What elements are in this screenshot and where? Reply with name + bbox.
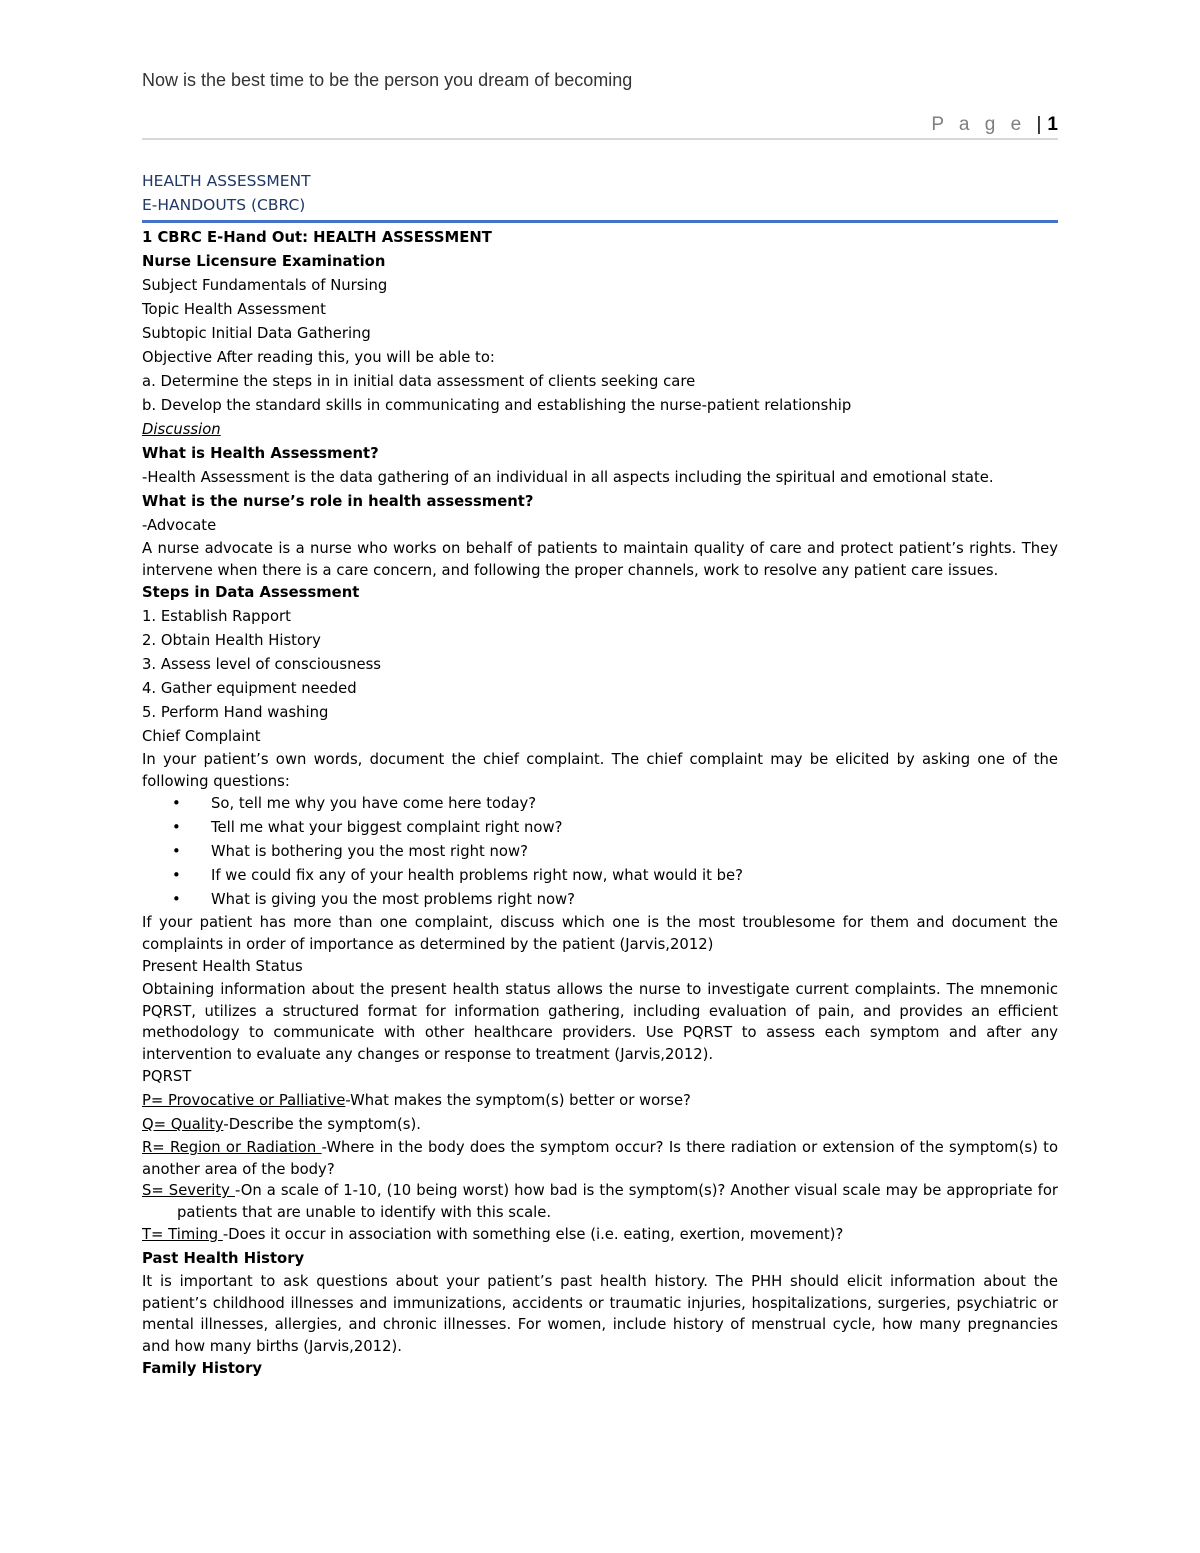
header-quote: Now is the best time to be the person you dream of becoming	[142, 70, 633, 90]
pqrst-p	[142, 1089, 1058, 1113]
title-divider	[142, 220, 1058, 223]
pqrst-heading: PQRST	[142, 1068, 192, 1085]
document-title	[142, 169, 311, 217]
objective-b: b. Develop the standard skills in communicating and establishing the nurse-patient relationship	[142, 397, 852, 414]
handout-title: 1 CBRC E-Hand Out: HEALTH ASSESSMENT	[142, 229, 492, 246]
list-item-text: What is bothering you the most right now?	[211, 843, 528, 860]
step-item: 1. Establish Rapport	[142, 608, 291, 625]
list-item-text: If we could fix any of your health problems right now, what would it be?	[211, 867, 743, 884]
objective-a: a. Determine the steps in in initial data assessment of clients seeking care	[142, 373, 696, 390]
advocate-description: A nurse advocate is a nurse who works on behalf of patients to maintain quality of care and protect patient’s rights. They intervene when there is a care concern, and following the proper channels, work to resolve any patient care issues.	[142, 540, 1058, 579]
pqrst-t-key: T= Timing	[142, 1226, 223, 1243]
pqrst-q-key: Q= Quality	[142, 1116, 224, 1133]
multiple-complaint-note: If your patient has more than one complaint, discuss which one is the most troublesome for them and document the complaints in order of importance as determined by the patient (Jarvis,2012)	[142, 914, 1058, 953]
chief-complaint-heading: Chief Complaint	[142, 728, 261, 745]
pqrst-t	[142, 1223, 1058, 1247]
pqrst-r	[142, 1137, 1058, 1180]
discussion-heading	[142, 418, 1058, 442]
present-health-description: Obtaining information about the present health status allows the nurse to investigate current complaints. The mnemonic PQRST, utilizes a structured format for information gathering, including evaluation of pain, and provides an efficient methodology to communicate with other healthcare providers. Use PQRST to assess each symptom and after any intervention to evaluate any changes or response to treatment (Jarvis,2012).	[142, 981, 1058, 1063]
objective-line: Objective After reading this, you will be able to:	[142, 349, 495, 366]
question-nurse-role: What is the nurse’s role in health assessment?	[142, 493, 534, 510]
list-item-text: So, tell me why you have come here today?	[211, 795, 537, 812]
discussion-label: Discussion	[142, 421, 221, 438]
family-history-heading: Family History	[142, 1360, 263, 1377]
bullet-icon: •	[172, 819, 181, 836]
page-word: P a g e	[931, 114, 1027, 135]
past-health-description: It is important to ask questions about your patient’s past health history. The PHH should elicit information about the patient’s childhood illnesses and immunizations, accidents or traumatic injuries, hospitalizations, surgeries, psychiatric or mental illnesses, allergies, and chronic illnesses. For women, include history of menstrual cycle, how many pregnancies and how many births (Jarvis,2012).	[142, 1273, 1058, 1355]
list-item-text: What is giving you the most problems right now?	[211, 891, 576, 908]
page-number: 1	[1047, 114, 1058, 135]
question-health-assessment: What is Health Assessment?	[142, 445, 379, 462]
document-title-line-2: E-HANDOUTS (CBRC)	[142, 196, 306, 214]
subtopic-line: Subtopic Initial Data Gathering	[142, 325, 371, 342]
pqrst-r-key: R= Region or Radiation	[142, 1139, 322, 1156]
subject-line: Subject Fundamentals of Nursing	[142, 277, 388, 294]
page-separator: |	[1036, 114, 1042, 135]
pqrst-r-text: -Where in the body does the symptom occur? Is there radiation or extension of the symptom(s) to another area of the body?	[142, 1139, 1058, 1178]
bullet-icon: •	[172, 843, 181, 860]
pqrst-p-key: P= Provocative or Palliative	[142, 1092, 346, 1109]
past-health-heading: Past Health History	[142, 1250, 305, 1267]
answer-health-assessment: -Health Assessment is the data gathering of an individual in all aspects including the spiritual and emotional state.	[142, 469, 994, 486]
document-body	[142, 226, 1058, 1381]
step-item: 2. Obtain Health History	[142, 632, 321, 649]
advocate-label: -Advocate	[142, 517, 217, 534]
pqrst-s-key: S= Severity	[142, 1182, 235, 1199]
pqrst-q	[142, 1113, 1058, 1137]
list-item	[172, 864, 1058, 888]
step-item: 4. Gather equipment needed	[142, 680, 357, 697]
pqrst-s-text: -On a scale of 1-10, (10 being worst) how bad is the symptom(s)? Another visual scale may be appropriate for patients that are unable to identify with this scale.	[177, 1182, 1058, 1221]
complaint-questions-list	[142, 792, 1058, 912]
topic-line: Topic Health Assessment	[142, 301, 326, 318]
step-item: 5. Perform Hand washing	[142, 704, 329, 721]
bullet-icon: •	[172, 891, 181, 908]
header-divider	[142, 138, 1058, 140]
present-health-heading: Present Health Status	[142, 958, 303, 975]
list-item	[172, 792, 1058, 816]
steps-heading: Steps in Data Assessment	[142, 584, 360, 601]
chief-complaint-description: In your patient’s own words, document the chief complaint. The chief complaint may be elicited by asking one of the following questions:	[142, 751, 1058, 790]
pqrst-p-text: -What makes the symptom(s) better or worse?	[345, 1092, 691, 1109]
pqrst-s	[142, 1180, 1058, 1223]
bullet-icon: •	[172, 795, 181, 812]
list-item-text: Tell me what your biggest complaint right now?	[211, 819, 563, 836]
bullet-icon: •	[172, 867, 181, 884]
list-item	[172, 888, 1058, 912]
exam-name: Nurse Licensure Examination	[142, 253, 386, 270]
document-title-line-1: HEALTH ASSESSMENT	[142, 172, 311, 190]
list-item	[172, 816, 1058, 840]
list-item	[172, 840, 1058, 864]
step-item: 3. Assess level of consciousness	[142, 656, 382, 673]
pqrst-t-text: -Does it occur in association with something else (i.e. eating, exertion, movement)?	[222, 1226, 844, 1243]
page-number-label	[931, 114, 1058, 136]
pqrst-q-text: -Describe the symptom(s).	[223, 1116, 421, 1133]
